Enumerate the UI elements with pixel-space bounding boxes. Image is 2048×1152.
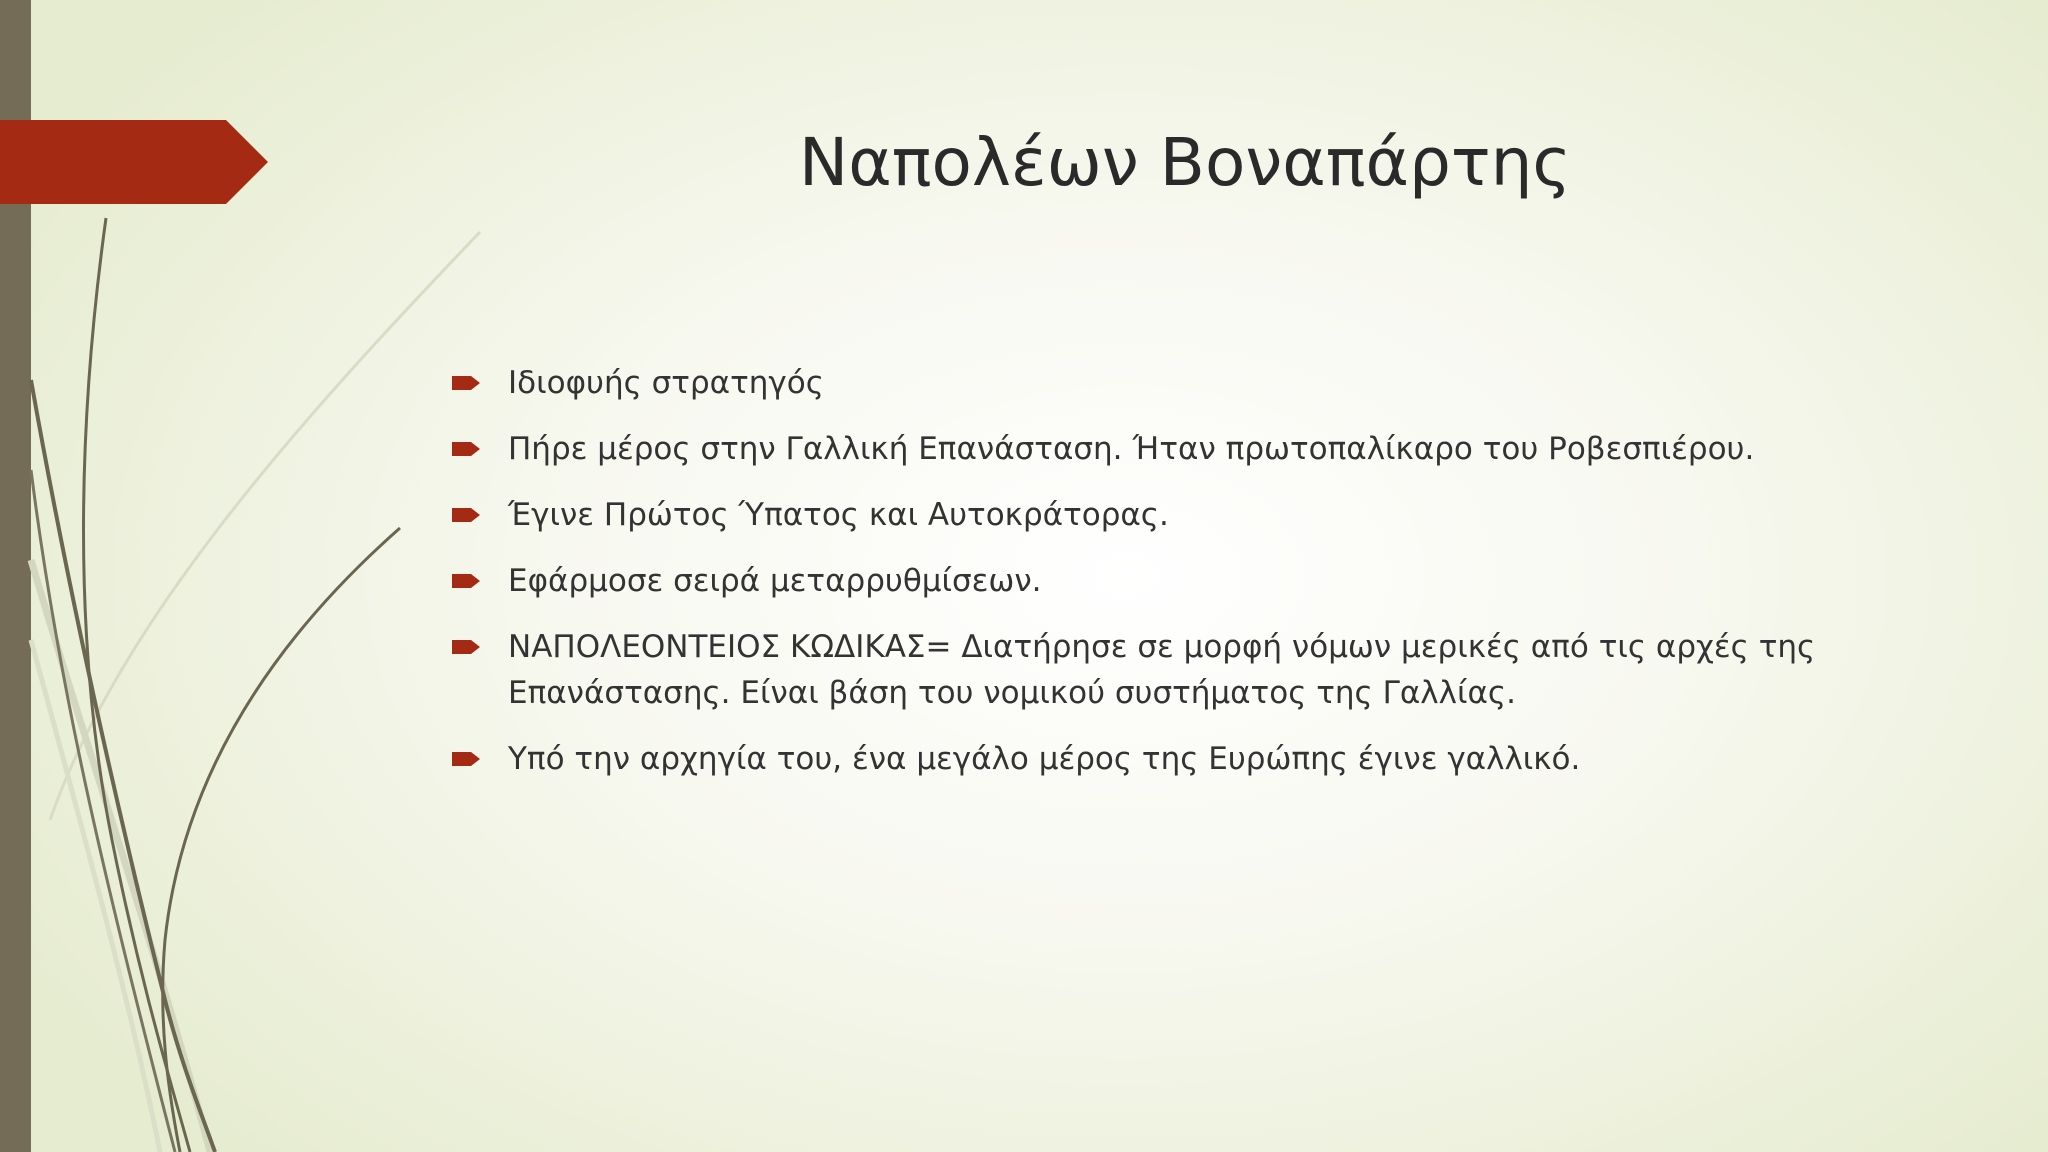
bullet-list: [452, 360, 1872, 802]
bullet-item: [452, 736, 1872, 782]
arrow-bullet-icon: [452, 750, 482, 768]
bullet-item: [452, 558, 1872, 604]
bullet-text: ΝΑΠΟΛΕΟΝΤΕΙΟΣ ΚΩΔΙΚΑΣ= Διατήρησε σε μορφή νόμων μερικές από τις αρχές της Επανάστασης. Είναι βάση του νομικού συστήματος της Γαλλίας.: [508, 629, 1816, 711]
bullet-item: [452, 624, 1872, 716]
arrow-bullet-icon: [452, 374, 482, 392]
bullet-item: [452, 492, 1872, 538]
bullet-text: Εφάρμοσε σειρά μεταρρυθμίσεων.: [508, 563, 1042, 599]
arrow-bullet-icon: [452, 638, 482, 656]
bullet-text: Έγινε Πρώτος Ύπατος και Αυτοκράτορας.: [508, 497, 1169, 533]
arrow-bullet-icon: [452, 440, 482, 458]
bullet-item: [452, 426, 1872, 472]
bullet-text: Πήρε μέρος στην Γαλλική Επανάσταση. Ήταν πρωτοπαλίκαρο του Ροβεσπιέρου.: [508, 431, 1755, 467]
bullet-text: Ιδιοφυής στρατηγός: [508, 365, 824, 401]
bullet-item: [452, 360, 1872, 406]
slide-title: Ναπολέων Βοναπάρτης: [798, 124, 1572, 201]
arrow-bullet-icon: [452, 572, 482, 590]
red-arrow-banner: [0, 0, 280, 220]
arrow-bullet-icon: [452, 506, 482, 524]
bullet-text: Υπό την αρχηγία του, ένα μεγάλο μέρος της Ευρώπης έγινε γαλλικό.: [508, 741, 1581, 777]
